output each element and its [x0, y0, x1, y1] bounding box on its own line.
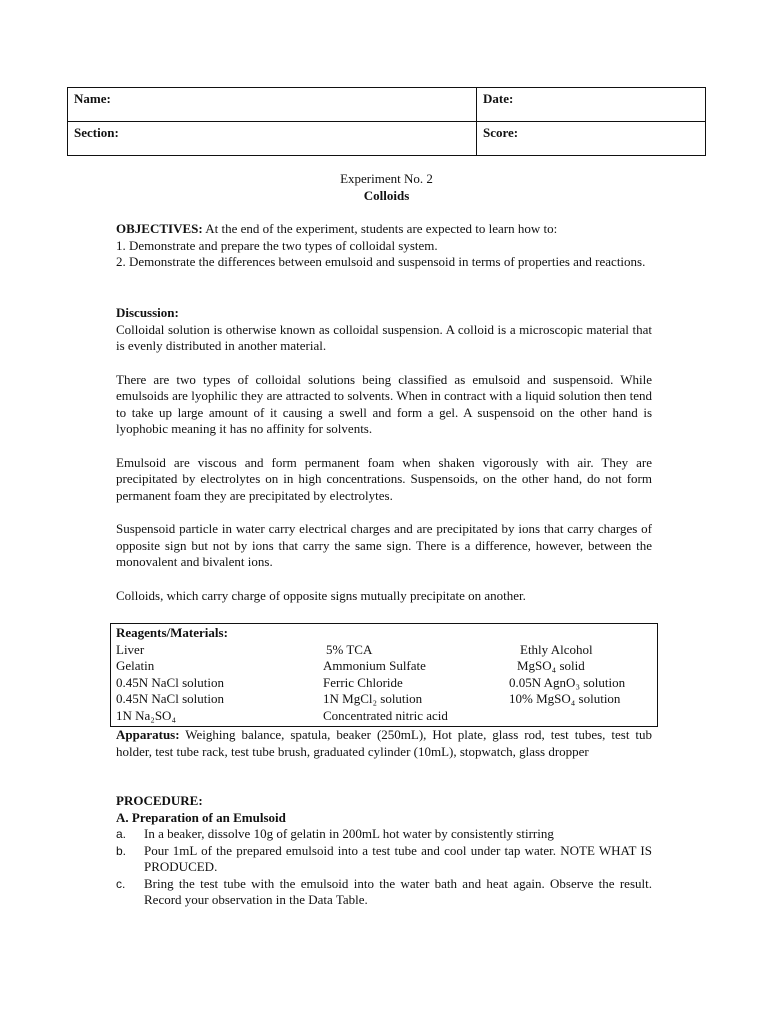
reagent-item: Ferric Chloride	[323, 674, 403, 690]
reagent-item: 5% TCA	[326, 641, 373, 657]
name-cell	[68, 88, 477, 122]
section-cell	[68, 122, 477, 156]
objective-item: 2. Demonstrate the differences between emulsoid and suspensoid in terms of properties and reactions.	[116, 254, 646, 269]
reagent-item: 10% MgSO₄ solution	[509, 691, 621, 706]
discussion-paragraph: Colloidal solution is otherwise known as colloidal suspension. A colloid is a microscopic material that is evenly distributed in another material.	[116, 321, 652, 353]
reagent-item	[515, 708, 655, 725]
reagent-item: Ethly Alcohol	[520, 641, 593, 657]
reagent-item: 0.45N NaCl solution	[116, 674, 224, 690]
step-letter: b.	[116, 843, 127, 858]
score-cell	[477, 122, 706, 156]
objectives-label: OBJECTIVES:	[116, 221, 203, 236]
reagent-item: Ammonium Sulfate	[323, 658, 426, 673]
section-label: Section:	[74, 125, 119, 140]
reagents-label: Reagents/Materials:	[116, 625, 228, 640]
experiment-title: Colloids	[363, 188, 410, 203]
reagent-item: 0.05N AgnO₃ solution	[509, 674, 626, 690]
discussion-paragraph: There are two types of colloidal solutions being classified as emulsoid and suspensoid. While emulsoids are lyophilic they are attracted to solvents. When in contract with a liquid solution then tend to take up large amount of it causing a swell and form a gel. A suspensoid on the other hand is lyophobic meaning it has no affinity for solvents.	[116, 371, 652, 436]
apparatus-label: Apparatus:	[116, 727, 180, 742]
procedure-step	[116, 843, 652, 876]
discussion-paragraph: Suspensoid particle in water carry electrical charges and are precipitated by ions that carry charges of opposite sign but not by ions that carry the same sign. There is a difference, however, between the monovalent and bivalent ions.	[116, 521, 652, 569]
objectives-intro: At the end of the experiment, students are expected to learn how to:	[202, 221, 558, 236]
reagent-item: Gelatin	[116, 658, 155, 673]
score-label: Score:	[483, 125, 519, 140]
procedure-step	[116, 876, 652, 909]
apparatus-text: Weighing balance, spatula, beaker (250mL), Hot plate, glass rod, test tubes, test tub holder, test tube rack, test tube brush, graduated cylinder (10mL), stopwatch, glass dropper	[116, 727, 652, 759]
objectives-section	[116, 221, 652, 271]
procedure-steps	[116, 826, 652, 909]
date-label: Date:	[483, 91, 514, 106]
discussion-paragraph: Emulsoid are viscous and form permanent foam when shaken vigorously with air. They are precipitated by electrolytes on in high concentrations. Suspensoids, on the other hand, do not form permanent foam they are precipitated by electrolytes.	[116, 454, 652, 503]
procedure-step	[116, 826, 652, 843]
student-info-table	[67, 87, 706, 156]
experiment-number: Experiment No. 2	[340, 171, 433, 186]
date-cell	[477, 88, 706, 122]
step-text: Bring the test tube with the emulsoid into the water bath and heat again. Observe the result. Record your observation in the Data Table.	[144, 875, 652, 907]
procedure-section-a-title: A. Preparation of an Emulsoid	[116, 809, 286, 825]
procedure-label: PROCEDURE:	[116, 793, 203, 808]
reagents-box	[110, 623, 658, 727]
name-label: Name:	[74, 91, 111, 106]
step-text: In a beaker, dissolve 10g of gelatin in 200mL hot water by consistently stirring	[144, 826, 554, 841]
reagent-item: Concentrated nitric acid	[323, 707, 448, 723]
objective-item: 1. Demonstrate and prepare the two types of colloidal system.	[116, 237, 438, 253]
reagent-item: 1N MgCl₂ solution	[323, 691, 423, 706]
reagents-grid	[116, 642, 652, 725]
step-letter: a.	[116, 827, 127, 841]
procedure-section	[116, 793, 652, 909]
discussion-label: Discussion:	[116, 305, 179, 320]
reagent-item: MgSO₄ solid	[517, 658, 585, 673]
apparatus-section	[116, 727, 652, 760]
discussion-paragraph: Colloids, which carry charge of opposite signs mutually precipitate on another.	[116, 587, 526, 603]
reagent-item: 0.45N NaCl solution	[116, 691, 224, 706]
step-letter: c.	[116, 876, 126, 891]
discussion-section	[116, 305, 652, 621]
step-text: Pour 1mL of the prepared emulsoid into a test tube and cool under tap water. NOTE WHAT IS PRODUCED.	[144, 842, 652, 874]
reagent-item: 1N Na₂SO₄	[116, 707, 176, 723]
reagent-item: Liver	[116, 641, 145, 657]
